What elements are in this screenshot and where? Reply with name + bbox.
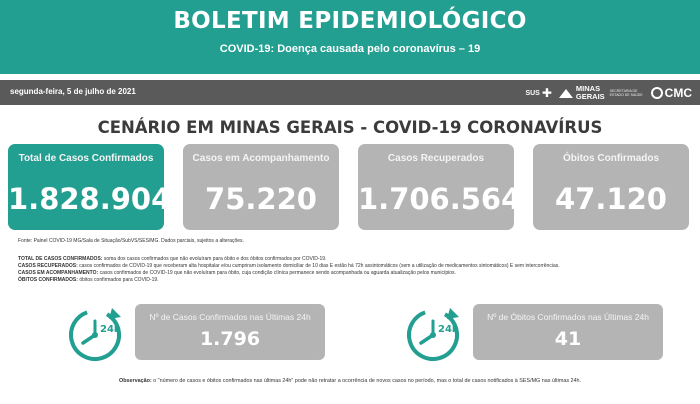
card-label: Casos Recuperados — [387, 153, 485, 164]
sus-logo-text: SUS — [525, 89, 540, 97]
clock-label: 24h — [100, 324, 122, 335]
card-value: 1.706.564 — [358, 182, 522, 216]
card-label: Total de Casos Confirmados — [18, 153, 154, 164]
definition-monitoring: CASOS EM ACOMPANHAMENTO: casos confirmados de COVID-19 que não evoluíram para óbito, cuja condição clínica permanece sendo acompanhada ou aguarda atualização pelos municípios. — [18, 270, 456, 276]
mg-logo-line2: GERAIS — [575, 92, 605, 101]
definition-total: TOTAL DE CASOS CONFIRMADOS: soma dos casos confirmados que não evoluíram para óbito e dos óbitos confirmados por COVID-19. — [18, 256, 327, 262]
pill-value: 41 — [554, 328, 582, 350]
last-24h-cases-panel — [135, 304, 325, 360]
mg-logo-small-text: SECRETARIA DE ESTADO DE SAÚDE — [609, 89, 643, 97]
card-total-confirmed — [8, 144, 172, 230]
card-label: Óbitos Confirmados — [562, 153, 660, 164]
cmc-logo-text: CMC — [664, 86, 692, 100]
ring-icon — [651, 87, 663, 99]
observation-text: o "número de casos e óbitos confirmados nas últimas 24h" pode não retratar a ocorrência de novos casos no período, mas o total de casos notificados à SES/MG nas últimas 24h. — [153, 378, 581, 384]
bulletin-title: BOLETIM EPIDEMIOLÓGICO — [173, 8, 527, 34]
observation-note — [0, 378, 700, 384]
clock-24h-icon — [403, 305, 463, 365]
pill-label: Nº de Óbitos Confirmados nas Últimas 24h — [487, 312, 649, 322]
mg-logo-line1: MINAS — [575, 84, 601, 93]
card-deaths — [533, 144, 689, 230]
date-band — [0, 80, 700, 105]
clock-24h-icon — [65, 305, 125, 365]
source-note: Fonte: Painel COVID-19 MG/Sala de Situação/SubVS/SES/MG. Dados parciais, sujeitos a alterações. — [18, 238, 244, 244]
triangle-icon — [559, 89, 573, 98]
card-value: 75.220 — [205, 182, 317, 216]
observation-label: Observação: — [119, 378, 152, 384]
pill-value: 1.796 — [199, 328, 261, 350]
card-recovered — [358, 144, 522, 230]
clock-label: 24h — [438, 324, 460, 335]
minas-gerais-logo — [559, 85, 644, 101]
section-title: CENÁRIO EM MINAS GERAIS - COVID-19 CORONAVÍRUS — [97, 118, 603, 137]
sus-logo — [525, 87, 551, 99]
header-banner — [0, 0, 700, 74]
card-value: 1.828.904 — [8, 182, 172, 216]
definition-deaths: ÓBITOS CONFIRMADOS: óbitos confirmados para COVID-19. — [18, 277, 159, 283]
last-24h-deaths-panel — [473, 304, 663, 360]
card-monitoring — [183, 144, 339, 230]
pill-label: Nº de Casos Confirmados nas Últimas 24h — [149, 312, 311, 322]
card-label: Casos em Acompanhamento — [192, 153, 330, 164]
cmc-logo — [651, 86, 692, 100]
report-date: segunda-feira, 5 de julho de 2021 — [10, 87, 136, 96]
definition-recovered: CASOS RECUPERADOS: casos confirmados de COVID-19 que receberam alta hospitalar e/ou cumpriram isolamento domiciliar de 10 dias E estão há 72h assintomáticos (sem a utilização de medicamentos sintomáticos) E sem intercorrências. — [18, 263, 560, 269]
definitions — [18, 256, 678, 284]
card-value: 47.120 — [555, 182, 667, 216]
partner-logos — [525, 84, 692, 102]
plus-icon: ✚ — [541, 86, 552, 100]
bulletin-subtitle: COVID-19: Doença causada pelo coronavírus – 19 — [219, 43, 481, 55]
